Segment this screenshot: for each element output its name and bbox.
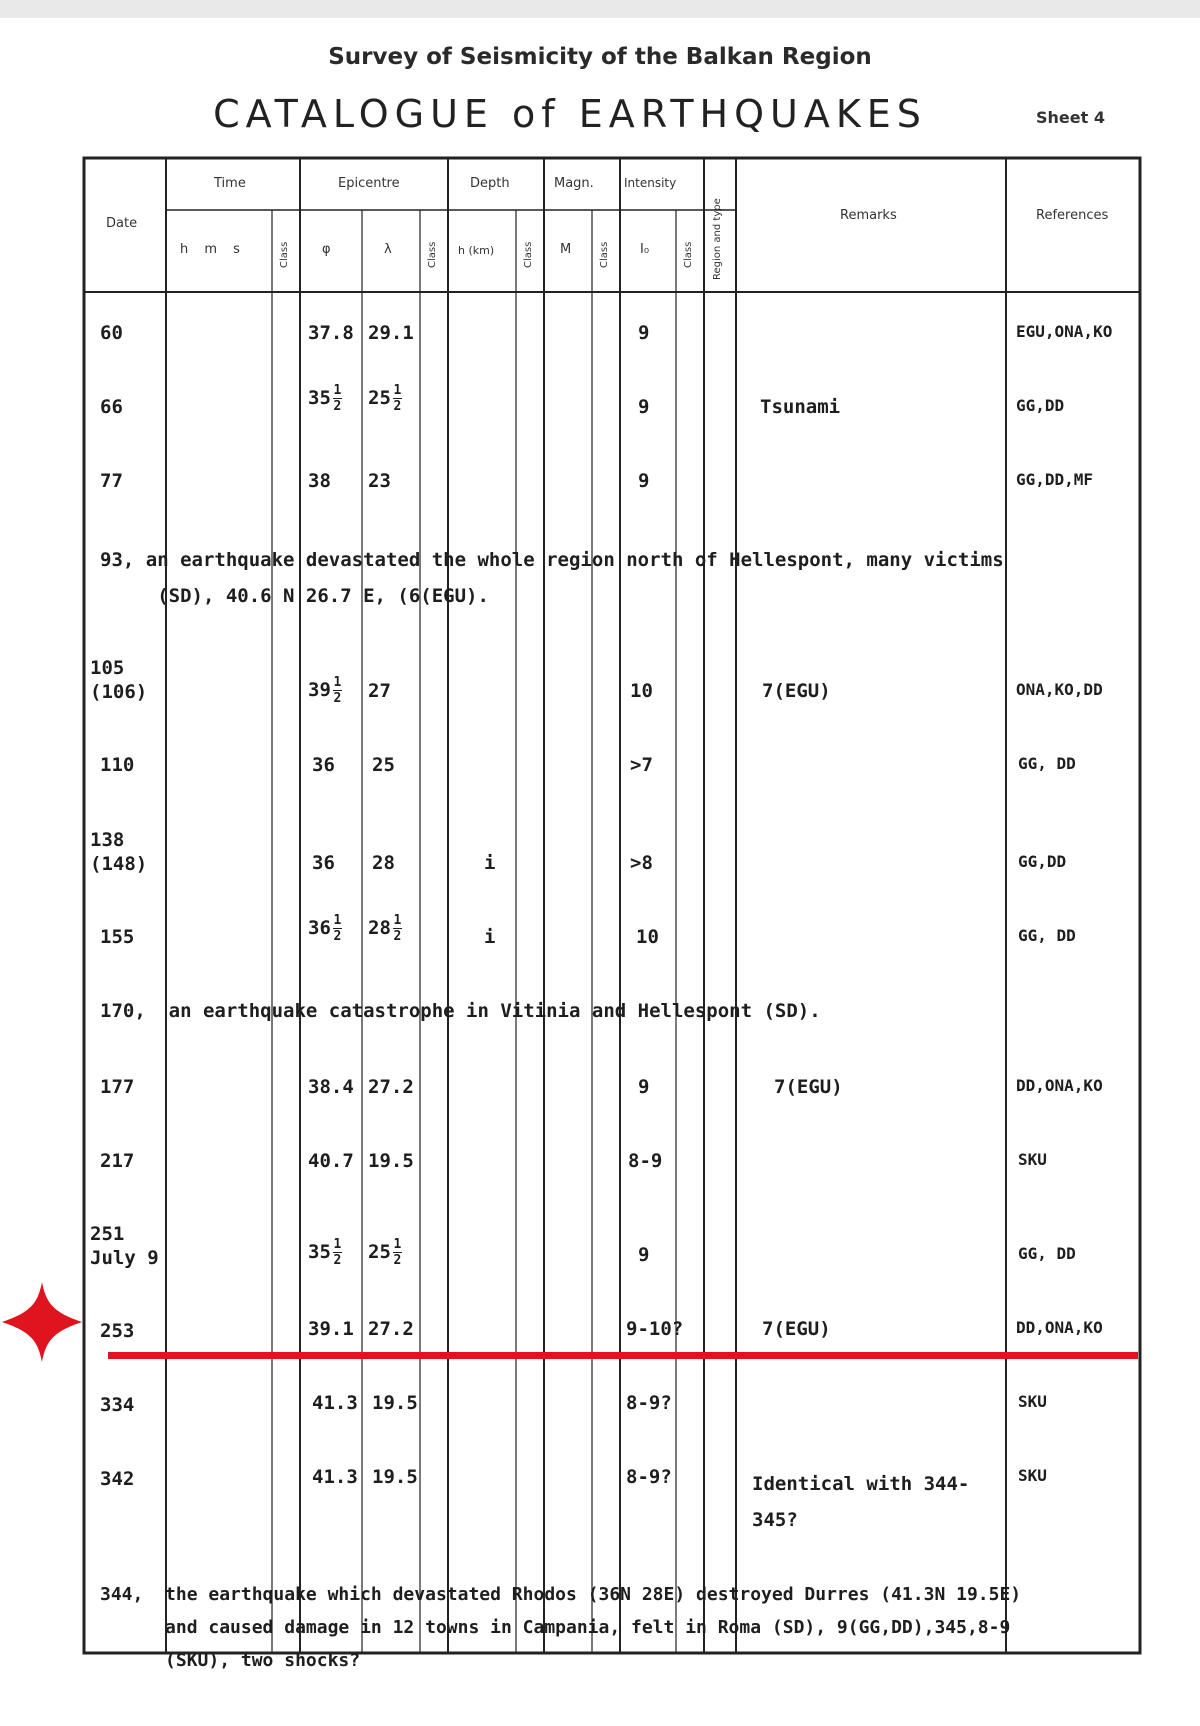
row-refs: GG,DD,MF — [1016, 470, 1094, 489]
num: 1 — [393, 383, 402, 398]
row-refs: DD,ONA,KO — [1016, 1076, 1103, 1095]
row-intensity: 9 — [638, 322, 650, 344]
lon-int: 25 — [368, 387, 391, 409]
row-remarks: Identical with 344- 345? — [752, 1473, 970, 1531]
col-magn: Magn. — [554, 176, 594, 191]
col-class-time: Class — [279, 241, 290, 268]
row-lat: 36 — [312, 754, 335, 776]
row-lat: 41.3 — [312, 1392, 358, 1414]
num: 1 — [333, 383, 342, 398]
lat-fraction — [333, 676, 342, 705]
row-intensity: 10 — [636, 926, 659, 948]
lat-fraction — [333, 384, 342, 413]
num: 1 — [393, 1237, 402, 1252]
col-depth: Depth — [470, 176, 510, 191]
row-lon: 28 — [372, 852, 395, 874]
den: 2 — [333, 399, 342, 414]
row-refs: EGU,ONA,KO — [1016, 322, 1113, 341]
row-date: 342 — [100, 1468, 135, 1490]
row-remarks: 7(EGU) — [774, 1076, 843, 1098]
col-remarks: Remarks — [840, 208, 897, 223]
den: 2 — [333, 1253, 342, 1268]
col-intensity: Intensity — [624, 176, 677, 190]
lat-int: 35 — [308, 387, 331, 409]
col-m: M — [560, 242, 572, 257]
note-170: 170, an earthquake catastrophe in Vitinia and Hellespont (SD). — [100, 1000, 821, 1022]
lat-fraction — [333, 1238, 342, 1267]
lat-int: 39 — [308, 679, 331, 701]
row-refs: ONA,KO,DD — [1016, 680, 1103, 699]
note-344: 344, the earthquake which devastated Rhodos (36N 28E) destroyed Durres (41.3N 19.5E) and caused damage in 12 towns in Campania, felt in Roma (SD), 9(GG,DD),345,8-9 (SKU), two shocks? — [100, 1584, 1022, 1671]
row-intensity: 9 — [638, 1076, 650, 1098]
num: 1 — [393, 913, 402, 928]
row-intensity: >7 — [630, 754, 653, 776]
row-remarks: 7(EGU) — [762, 680, 831, 702]
col-time: Time — [214, 176, 246, 191]
row-remarks: 7(EGU) — [762, 1318, 831, 1340]
row-lon: 29.1 — [368, 322, 414, 344]
row-refs: DD,ONA,KO — [1016, 1318, 1103, 1337]
sheet-label: Sheet 4 — [1036, 108, 1105, 127]
row-date: 77 — [100, 470, 123, 492]
row-date: 105 (106) — [90, 657, 148, 703]
row-lon: 27 — [368, 680, 391, 702]
col-region-type: Region and type — [712, 198, 723, 280]
row-lat — [308, 914, 344, 943]
den: 2 — [333, 691, 342, 706]
row-date: 60 — [100, 322, 123, 344]
row-lon: 27.2 — [368, 1076, 414, 1098]
row-lat: 39.1 — [308, 1318, 354, 1340]
document-title: CATALOGUE of EARTHQUAKES — [213, 92, 927, 136]
row-date: 253 — [100, 1320, 135, 1342]
row-lat: 38 — [308, 470, 331, 492]
row-date: 66 — [100, 396, 123, 418]
document-subtitle: Survey of Seismicity of the Balkan Region — [328, 44, 872, 70]
row-lat — [308, 1238, 344, 1267]
row-lat: 40.7 — [308, 1150, 354, 1172]
red-underline-annotation — [108, 1352, 1138, 1359]
col-epicentre: Epicentre — [338, 176, 400, 191]
row-lon — [368, 384, 404, 413]
row-refs: GG,DD — [1016, 396, 1065, 415]
row-lon: 27.2 — [368, 1318, 414, 1340]
row-depth: i — [484, 852, 496, 874]
row-refs: GG,DD — [1018, 852, 1067, 871]
den: 2 — [393, 399, 402, 414]
col-time-sub: h m s — [180, 242, 246, 257]
lon-fraction — [393, 1238, 402, 1267]
col-class-epi: Class — [427, 241, 438, 268]
row-refs: SKU — [1018, 1150, 1047, 1169]
row-intensity: >8 — [630, 852, 653, 874]
col-h-km: h (km) — [458, 244, 495, 257]
col-lambda: λ — [384, 242, 392, 257]
num: 1 — [333, 1237, 342, 1252]
row-refs: GG, DD — [1018, 926, 1076, 945]
row-lon: 19.5 — [372, 1466, 418, 1488]
row-refs: SKU — [1018, 1466, 1047, 1485]
row-lon — [368, 1238, 404, 1267]
col-i0: I₀ — [640, 242, 650, 257]
num: 1 — [333, 675, 342, 690]
red-star-marker-icon — [0, 1280, 84, 1364]
col-date: Date — [106, 216, 138, 231]
row-date: 110 — [100, 754, 135, 776]
den: 2 — [333, 929, 342, 944]
row-intensity: 8-9? — [626, 1392, 672, 1414]
col-phi: φ — [322, 242, 331, 257]
row-refs: GG, DD — [1018, 1244, 1076, 1263]
row-intensity: 9-10? — [626, 1318, 684, 1340]
row-lon: 19.5 — [372, 1392, 418, 1414]
lon-int: 25 — [368, 1241, 391, 1263]
row-intensity: 8-9? — [626, 1466, 672, 1488]
den: 2 — [393, 1253, 402, 1268]
row-intensity: 9 — [638, 1244, 650, 1266]
row-intensity: 8-9 — [628, 1150, 663, 1172]
row-refs: GG, DD — [1018, 754, 1076, 773]
lon-int: 28 — [368, 917, 391, 939]
row-lat: 38.4 — [308, 1076, 354, 1098]
row-lat: 41.3 — [312, 1466, 358, 1488]
row-date: 155 — [100, 926, 135, 948]
col-class-magn: Class — [599, 241, 610, 268]
den: 2 — [393, 929, 402, 944]
lat-int: 35 — [308, 1241, 331, 1263]
row-lon: 23 — [368, 470, 391, 492]
col-references: References — [1036, 208, 1109, 223]
row-refs: SKU — [1018, 1392, 1047, 1411]
row-date: 251 July 9 — [90, 1223, 159, 1269]
row-intensity: 10 — [630, 680, 653, 702]
row-lon — [368, 914, 404, 943]
col-class-depth: Class — [523, 241, 534, 268]
lon-fraction — [393, 914, 402, 943]
row-date: 334 — [100, 1394, 135, 1416]
lat-fraction — [333, 914, 342, 943]
row-lat — [308, 384, 344, 413]
row-lon: 19.5 — [368, 1150, 414, 1172]
row-date: 177 — [100, 1076, 135, 1098]
row-lon: 25 — [372, 754, 395, 776]
row-intensity: 9 — [638, 470, 650, 492]
col-class-intensity: Class — [683, 241, 694, 268]
row-lat: 36 — [312, 852, 335, 874]
row-lat: 37.8 — [308, 322, 354, 344]
row-date: 217 — [100, 1150, 135, 1172]
row-remarks: Tsunami — [760, 396, 841, 418]
num: 1 — [333, 913, 342, 928]
row-depth: i — [484, 926, 496, 948]
note-93: 93, an earthquake devastated the whole region north of Hellespont, many victims (SD), 40.6 N 26.7 E, (6(EGU). — [100, 549, 1004, 607]
lon-fraction — [393, 384, 402, 413]
lat-int: 36 — [308, 917, 331, 939]
row-lat — [308, 676, 344, 705]
row-intensity: 9 — [638, 396, 650, 418]
row-date: 138 (148) — [90, 829, 148, 875]
